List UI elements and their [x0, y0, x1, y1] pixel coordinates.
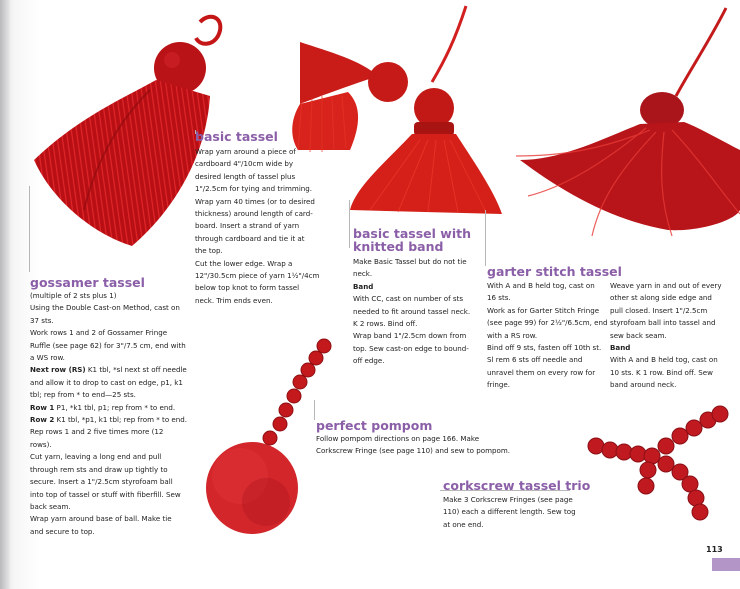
heading-line: basic tassel with: [353, 226, 471, 241]
text-line: K1 tbl, *sl next st off needle: [85, 365, 187, 375]
text-line: With A and B held tog, cast on: [487, 281, 595, 290]
text-line: a WS row.: [30, 353, 65, 363]
gossamer-tassel-heading: gossamer tassel: [30, 275, 145, 290]
text-line: secure. Insert a 1"/2.5cm styrofoam ball: [30, 477, 173, 487]
basic-tassel-heading: basic tassel: [195, 129, 278, 144]
text-line: needed to fit around tassel neck.: [353, 306, 471, 316]
column-rule: [29, 186, 30, 272]
text-line: pull closed. Insert 1"/2.5cm: [610, 305, 708, 315]
text-line: Using the Double Cast-on Method, cast on: [30, 303, 180, 313]
text-line: Make 3 Corkscrew Fringes (see page: [443, 495, 573, 504]
text-line: and secure to top.: [30, 526, 95, 536]
garter-stitch-instructions-col1: [487, 280, 607, 392]
text-line: Corkscrew Fringe (see page 110) and sew to pompom.: [316, 446, 511, 456]
text-line: Work as for Garter Stitch Fringe: [487, 305, 600, 315]
text-line: board. Insert a strand of yarn: [195, 221, 300, 231]
text-line: top. Sew cast-on edge to bound-: [353, 343, 469, 353]
text-line: other st along side edge and: [610, 293, 712, 303]
text-line: Work rows 1 and 2 of Gossamer Fringe: [30, 328, 168, 338]
text-line: 1"/2.5cm for tying and trimming.: [195, 184, 313, 194]
text-line: Follow pompom directions on page 166. Make: [316, 434, 480, 443]
text-line: Wrap yarn around base of ball. Make tie: [30, 514, 172, 524]
text-line: Cut yarn, leaving a long end and pull: [30, 452, 162, 462]
text-line: 37 sts.: [30, 315, 54, 325]
text-line: tbl; rep from * to end—25 sts.: [30, 390, 136, 400]
text-line: neck.: [353, 269, 373, 279]
text-line: and allow it to drop to cast on edge, p1, k1: [30, 377, 183, 387]
text-line: Weave yarn in and out of every: [610, 281, 722, 290]
perfect-pompom-heading: perfect pompom: [316, 418, 433, 433]
text-line: the top.: [195, 246, 223, 256]
text-line: P1, *k1 tbl, p1; rep from * to end.: [54, 402, 176, 412]
text-line: (see page 99) for 2½"/6.5cm, end: [487, 318, 608, 328]
text-line: 12"/30.5cm piece of yarn 1½"/4cm: [195, 271, 320, 281]
text-line: fringe.: [487, 380, 511, 390]
text-line: below top knot to form tassel: [195, 283, 300, 293]
knitted-band-heading: [353, 227, 471, 253]
text-line: sew back seam.: [610, 330, 667, 340]
text-line: K1 tbl, *p1, k1 tbl; rep from * to end.: [54, 415, 188, 425]
text-line: Rep rows 1 and 2 five times more (12: [30, 427, 164, 437]
band-subheading: Band: [610, 343, 631, 353]
column-rule: [314, 400, 315, 420]
text-line: Ruffle (see page 62) for 3"/7.5 cm, end with: [30, 340, 186, 350]
page-edge-tab: [712, 558, 740, 571]
text-line: With A and B held tog, cast on: [610, 355, 718, 365]
text-line: through cardboard and tie it at: [195, 233, 305, 243]
text-line: band around neck.: [610, 380, 677, 390]
text-line: through rem sts and draw up tightly to: [30, 464, 168, 474]
text-line: 16 sts.: [487, 293, 511, 303]
text-line: With CC, cast on number of sts: [353, 294, 464, 304]
band-subheading: Band: [353, 281, 374, 291]
text-line: cardboard 4"/10cm wide by: [195, 159, 294, 169]
text-line: thickness) around length of card-: [195, 209, 313, 219]
row-2-label: Row 2: [30, 415, 55, 425]
text-line: Cut the lower edge. Wrap a: [195, 258, 293, 268]
text-line: desired length of tassel plus: [195, 171, 296, 181]
text-line: off edge.: [353, 356, 385, 366]
text-line: 110) each a different length. Sew tog: [443, 507, 576, 517]
text-line: Sl rem 6 sts off needle and: [487, 355, 583, 365]
garter-stitch-instructions-col2: [610, 280, 722, 392]
next-row-label: Next row (RS): [30, 365, 86, 375]
text-line: K 2 rows. Bind off.: [353, 319, 418, 329]
text-line: rows).: [30, 439, 52, 449]
text-line: Wrap yarn around a piece of: [195, 147, 296, 156]
column-rule: [349, 200, 350, 248]
knitted-band-instructions: [353, 256, 470, 368]
text-line: unravel them on every row for: [487, 367, 596, 377]
text-line: styrofoam ball into tassel and: [610, 318, 716, 328]
heading-line: knitted band: [353, 239, 444, 254]
text-line: back seam.: [30, 501, 71, 511]
text-line: (multiple of 2 sts plus 1): [30, 291, 117, 300]
text-line: 10 sts. K 1 row. Bind off. Sew: [610, 367, 713, 377]
column-rule: [485, 210, 486, 266]
corkscrew-tassel-trio-heading: corkscrew tassel trio: [443, 478, 591, 493]
gossamer-tassel-instructions: [30, 290, 187, 538]
page-number: 113: [706, 545, 723, 554]
text-line: Wrap yarn 40 times (or to desired: [195, 196, 315, 206]
text-line: Wrap band 1"/2.5cm down from: [353, 331, 467, 341]
basic-tassel-instructions: [195, 146, 319, 307]
text-line: Bind off 9 sts, fasten off 10th st.: [487, 343, 602, 353]
text-line: into top of tassel or stuff with fiberfill. Sew: [30, 489, 181, 499]
row-1-label: Row 1: [30, 402, 55, 412]
text-line: with a RS row.: [487, 330, 538, 340]
text-line: at one end.: [443, 519, 484, 529]
garter-stitch-tassel-heading: garter stitch tassel: [487, 264, 622, 279]
corkscrew-tassel-trio-instructions: [443, 494, 576, 531]
text-line: Make Basic Tassel but do not tie: [353, 257, 467, 266]
text-line: neck. Trim ends even.: [195, 295, 273, 305]
perfect-pompom-instructions: [316, 433, 510, 458]
